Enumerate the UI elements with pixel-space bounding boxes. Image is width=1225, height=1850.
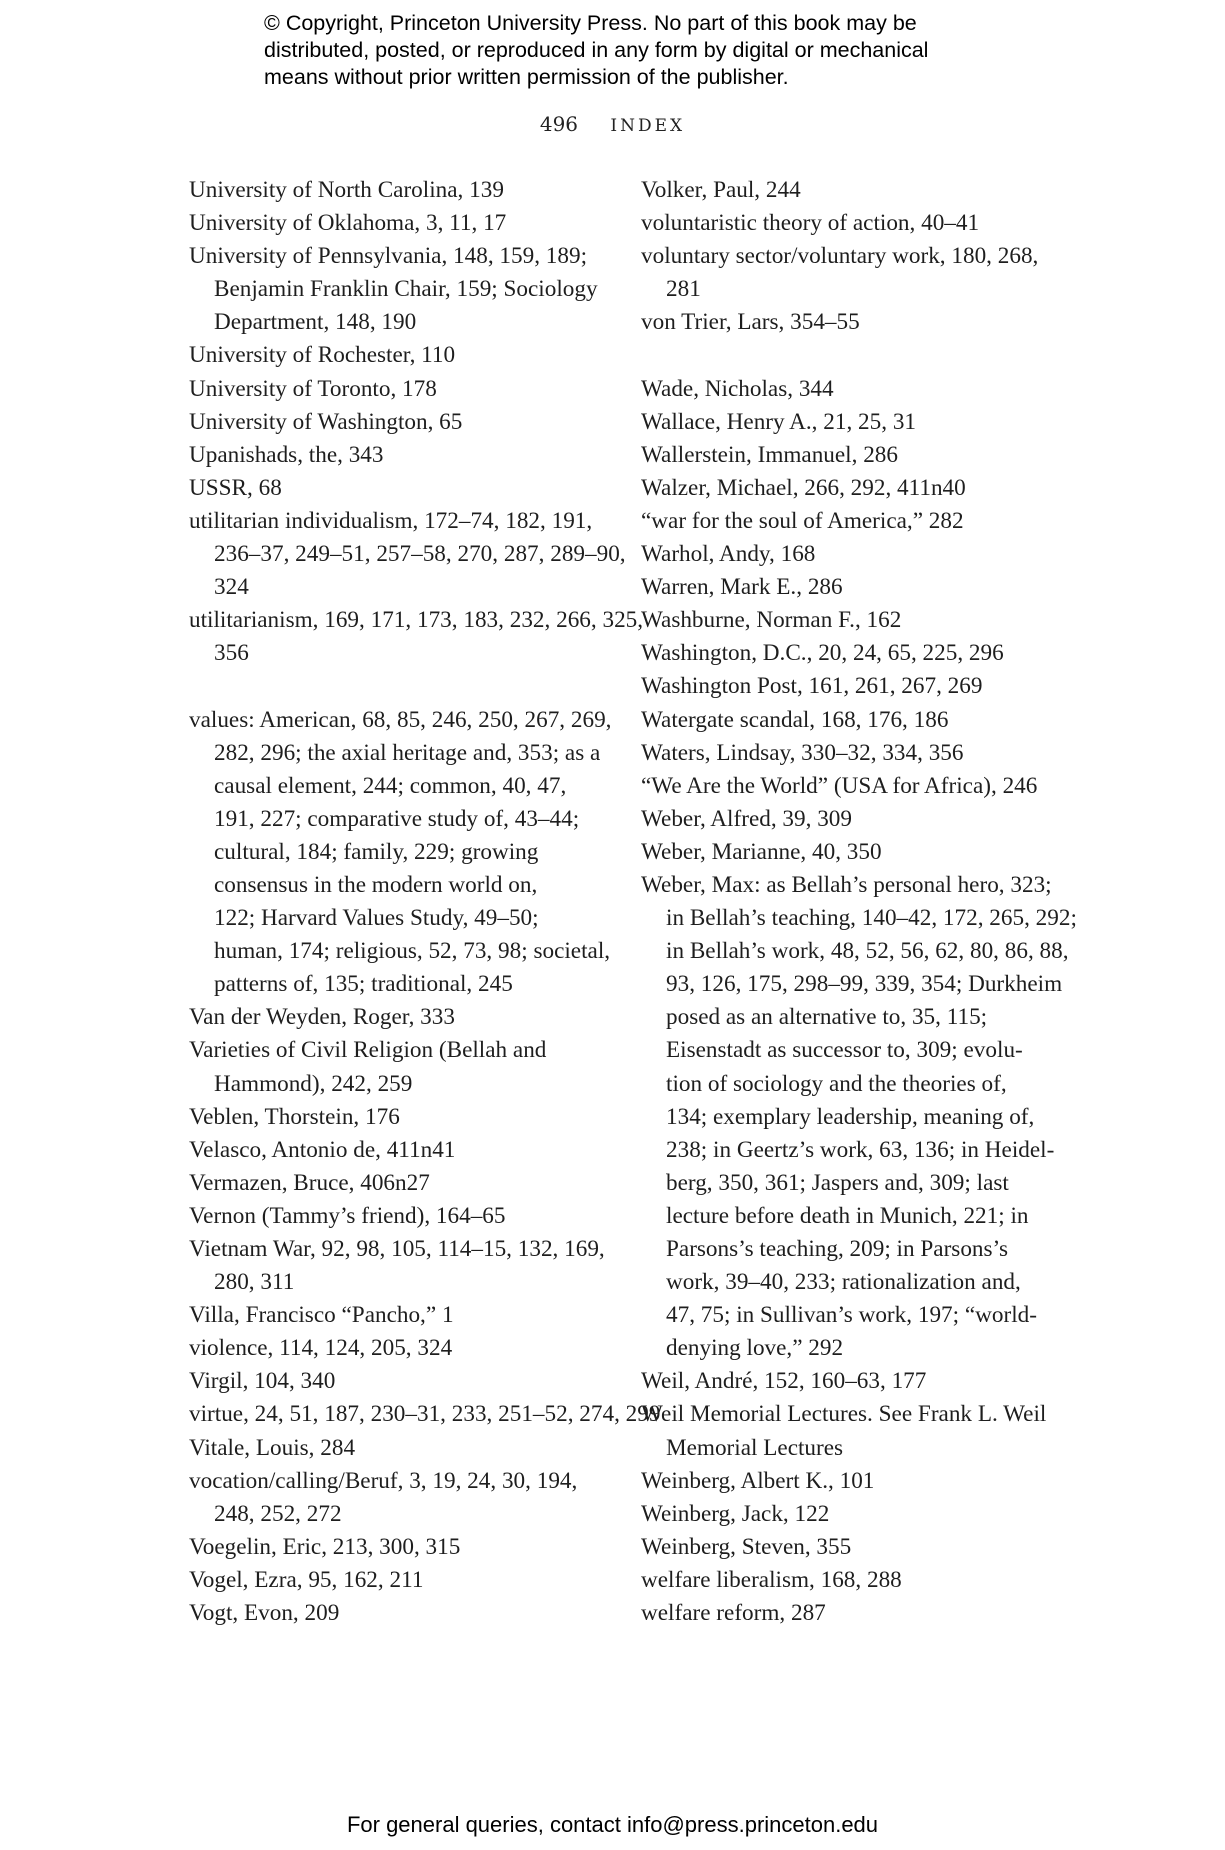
- index-entry-line: 47, 75; in Sullivan’s work, 197; “world-: [666, 1302, 1037, 1329]
- index-entry-line: von Trier, Lars, 354–55: [641, 309, 860, 336]
- index-entry: [641, 1597, 1061, 1630]
- index-entry-line: cultural, 184; family, 229; growing: [214, 838, 539, 865]
- index-entry: [641, 1465, 1061, 1498]
- index-entry: [641, 1398, 1061, 1464]
- index-entry-line: Weinberg, Albert K., 101: [641, 1467, 875, 1494]
- page-number: 496: [539, 112, 579, 136]
- index-entry: [641, 1564, 1061, 1597]
- index-entry-line: University of Pennsylvania, 148, 159, 189;: [189, 243, 588, 270]
- index-entry: [641, 571, 1061, 604]
- index-entry-line: Upanishads, the, 343: [189, 441, 384, 468]
- index-entry-line: berg, 350, 361; Jaspers and, 309; last: [666, 1169, 1009, 1196]
- index-entry-line: Eisenstadt as successor to, 309; evolu-: [666, 1037, 1023, 1064]
- index-entry-line: Hammond), 242, 259: [214, 1070, 413, 1097]
- index-entry: [641, 406, 1061, 439]
- index-entry-line: lecture before death in Munich, 221; in: [666, 1202, 1029, 1229]
- index-entry-line: Warhol, Andy, 168: [641, 541, 816, 568]
- index-entry: [641, 174, 1061, 207]
- index-entry: [189, 174, 609, 207]
- index-entry: [189, 1398, 661, 1431]
- index-entry-line: Watergate scandal, 168, 176, 186: [641, 706, 949, 733]
- index-entry: [641, 1531, 1061, 1564]
- index-entry-line: Varieties of Civil Religion (Bellah and: [189, 1037, 547, 1064]
- copyright-line: © Copyright, Princeton University Press. No part of this book may be: [264, 11, 917, 35]
- index-entry: [189, 439, 609, 472]
- index-entry-line: Wallace, Henry A., 21, 25, 31: [641, 408, 917, 435]
- index-entry: [641, 439, 1061, 472]
- index-entry-line: Van der Weyden, Roger, 333: [189, 1004, 455, 1031]
- index-entry: [641, 472, 1061, 505]
- index-entry-line: Washington Post, 161, 261, 267, 269: [641, 673, 983, 700]
- index-entry: [189, 1034, 609, 1100]
- index-entry: [641, 306, 1061, 339]
- index-entry: [641, 538, 1061, 571]
- index-entry: [189, 604, 644, 670]
- index-entry-line: vocation/calling/Beruf, 3, 19, 24, 30, 194,: [189, 1467, 578, 1494]
- copyright-line: distributed, posted, or reproduced in any form by digital or mechanical: [264, 38, 929, 62]
- index-entry-line: Virgil, 104, 340: [189, 1368, 336, 1395]
- index-entry: [641, 704, 1061, 737]
- index-entry-line: 324: [214, 574, 249, 601]
- index-entry: [189, 1101, 609, 1134]
- index-entry-line: Weber, Max: as Bellah’s personal hero, 323;: [641, 871, 1052, 898]
- index-entry-line: Vitale, Louis, 284: [189, 1434, 356, 1461]
- index-entry-line: welfare reform, 287: [641, 1600, 826, 1627]
- index-entry-line: values: American, 68, 85, 246, 250, 267, 269,: [189, 706, 612, 733]
- index-entry-line: “We Are the World” (USA for Africa), 246: [641, 772, 1038, 799]
- index-entry-line: Waters, Lindsay, 330–32, 334, 356: [641, 739, 964, 766]
- index-entry: [641, 240, 1061, 306]
- index-entry: [189, 406, 609, 439]
- index-entry-line: Villa, Francisco “Pancho,” 1: [189, 1302, 454, 1329]
- index-entry-line: 282, 296; the axial heritage and, 353; as a: [214, 739, 601, 766]
- index-entry-line: voluntaristic theory of action, 40–41: [641, 210, 980, 237]
- index-entry: [189, 704, 612, 1002]
- index-column-right: [641, 174, 1077, 1630]
- index-entry: [641, 670, 1061, 703]
- index-entry-line: work, 39–40, 233; rationalization and,: [666, 1269, 1021, 1296]
- index-entry-line: Weil, André, 152, 160–63, 177: [641, 1368, 927, 1395]
- index-entry-line: violence, 114, 124, 205, 324: [189, 1335, 453, 1362]
- index-entry-line: welfare liberalism, 168, 288: [641, 1566, 902, 1593]
- index-entry-line: Velasco, Antonio de, 411n41: [189, 1136, 456, 1163]
- index-entry-line: human, 174; religious, 52, 73, 98; societal,: [214, 938, 611, 965]
- index-entry: [189, 1299, 609, 1332]
- index-entry-line: in Bellah’s teaching, 140–42, 172, 265, 292;: [666, 905, 1077, 932]
- index-entry: [189, 1134, 609, 1167]
- index-entry-line: Vogel, Ezra, 95, 162, 211: [189, 1566, 424, 1593]
- index-entry: [189, 1167, 609, 1200]
- index-entry-line: 122; Harvard Values Study, 49–50;: [214, 905, 539, 932]
- index-entry: [189, 339, 609, 372]
- index-entry-line: University of North Carolina, 139: [189, 177, 504, 203]
- index-entry-line: Vietnam War, 92, 98, 105, 114–15, 132, 169,: [189, 1236, 605, 1262]
- index-entry-line: Weinberg, Jack, 122: [641, 1500, 830, 1527]
- index-entry-line: Weber, Alfred, 39, 309: [641, 805, 852, 832]
- index-entry-line: utilitarianism, 169, 171, 173, 183, 232, 266, 325,: [189, 607, 644, 634]
- index-entry: [641, 770, 1061, 803]
- footer-contact: For general queries, contact info@press.princeton.edu: [346, 1812, 879, 1837]
- index-entry: [189, 1531, 609, 1564]
- index-entry-line: Parsons’s teaching, 209; in Parsons’s: [666, 1236, 1009, 1262]
- index-entry-line: 191, 227; comparative study of, 43–44;: [214, 805, 580, 832]
- index-entry: [189, 240, 609, 339]
- index-entry-line: Weber, Marianne, 40, 350: [641, 838, 882, 865]
- index-entry: [641, 207, 1061, 240]
- section-title: INDEX: [610, 116, 686, 136]
- index-entry: [189, 1233, 609, 1299]
- index-entry: [189, 1564, 609, 1597]
- index-entry-line: Wade, Nicholas, 344: [641, 375, 834, 402]
- index-entry-line: Volker, Paul, 244: [641, 177, 801, 203]
- index-entry: [189, 1597, 609, 1630]
- letter-group-gap: [641, 339, 1061, 372]
- index-entry-line: University of Rochester, 110: [189, 342, 456, 369]
- index-entry: [641, 1498, 1061, 1531]
- index-entry-line: University of Washington, 65: [189, 408, 463, 435]
- copyright-line: means without prior written permission of the publisher.: [264, 65, 789, 89]
- index-entry: [641, 373, 1061, 406]
- index-entry: [189, 1432, 609, 1465]
- index-entry-line: University of Toronto, 178: [189, 375, 437, 402]
- index-entry-line: Washburne, Norman F., 162: [641, 607, 902, 634]
- index-entry-line: Weil Memorial Lectures. See Frank L. Weil: [641, 1401, 1047, 1428]
- letter-group-gap: [189, 670, 609, 703]
- index-entry-line: Weinberg, Steven, 355: [641, 1533, 852, 1560]
- index-entry-line: 280, 311: [214, 1269, 295, 1296]
- index-entry-line: 281: [666, 276, 701, 303]
- running-head: [0, 112, 1225, 136]
- index-entry-line: Veblen, Thorstein, 176: [189, 1103, 400, 1130]
- index-entry-line: Wallerstein, Immanuel, 286: [641, 441, 898, 468]
- index-entry: [641, 604, 1061, 637]
- index-entry-line: 238; in Geertz’s work, 63, 136; in Heidel-: [666, 1136, 1055, 1163]
- index-entry-line: consensus in the modern world on,: [214, 871, 538, 898]
- index-entry-line: 134; exemplary leadership, meaning of,: [666, 1103, 1035, 1130]
- index-entry-line: Warren, Mark E., 286: [641, 574, 843, 601]
- index-entry-line: 248, 252, 272: [214, 1500, 342, 1527]
- index-column-left: [189, 174, 661, 1630]
- index-entry: [189, 1365, 609, 1398]
- index-entry-line: USSR, 68: [189, 474, 282, 501]
- index-entry: [189, 1332, 609, 1365]
- index-entry-line: Vernon (Tammy’s friend), 164–65: [189, 1202, 506, 1229]
- index-entry: [641, 637, 1061, 670]
- index-entry-line: Vogt, Evon, 209: [189, 1600, 340, 1627]
- index-entry: [189, 373, 609, 406]
- index-entry: [641, 1365, 1061, 1398]
- index-entry-line: Walzer, Michael, 266, 292, 411n40: [641, 474, 966, 501]
- index-entry-line: virtue, 24, 51, 187, 230–31, 233, 251–52, 274, 299: [189, 1401, 661, 1428]
- index-entry-line: 356: [214, 640, 249, 667]
- index-entry-line: Washington, D.C., 20, 24, 65, 225, 296: [641, 640, 1004, 667]
- index-entry-line: “war for the soul of America,” 282: [641, 507, 964, 534]
- index-entry-line: Department, 148, 190: [214, 309, 417, 336]
- index-entry-line: patterns of, 135; traditional, 245: [214, 971, 513, 998]
- index-entry-line: in Bellah’s work, 48, 52, 56, 62, 80, 86, 88,: [666, 938, 1069, 965]
- index-entry: [189, 1200, 609, 1233]
- index-entry-line: Benjamin Franklin Chair, 159; Sociology: [214, 276, 598, 303]
- index-entry: [189, 472, 609, 505]
- index-entry-line: voluntary sector/voluntary work, 180, 268,: [641, 243, 1039, 270]
- index-entry: [189, 1001, 609, 1034]
- index-entry-line: 236–37, 249–51, 257–58, 270, 287, 289–90,: [214, 541, 626, 568]
- index-entry: [641, 737, 1061, 770]
- index-entry-line: 93, 126, 175, 298–99, 339, 354; Durkheim: [666, 971, 1063, 998]
- index-entry: [189, 505, 626, 604]
- index-entry: [641, 505, 1061, 538]
- index-entry: [641, 836, 1061, 869]
- index-entry-line: denying love,” 292: [666, 1335, 844, 1362]
- index-entry: [641, 803, 1061, 836]
- index-entry-line: causal element, 244; common, 40, 47,: [214, 772, 567, 799]
- index-entry-line: Voegelin, Eric, 213, 300, 315: [189, 1533, 461, 1560]
- index-entry-line: University of Oklahoma, 3, 11, 17: [189, 210, 507, 237]
- copyright-notice: [264, 10, 1024, 91]
- index-entry: [641, 869, 1077, 1365]
- index-entry-line: Vermazen, Bruce, 406n27: [189, 1169, 430, 1196]
- index-entry-line: posed as an alternative to, 35, 115;: [666, 1004, 988, 1031]
- index-entry: [189, 207, 609, 240]
- index-entry-line: tion of sociology and the theories of,: [666, 1070, 1007, 1097]
- index-entry-line: Memorial Lectures: [666, 1434, 844, 1461]
- index-entry: [189, 1465, 609, 1531]
- index-entry-line: utilitarian individualism, 172–74, 182, 191,: [189, 507, 593, 534]
